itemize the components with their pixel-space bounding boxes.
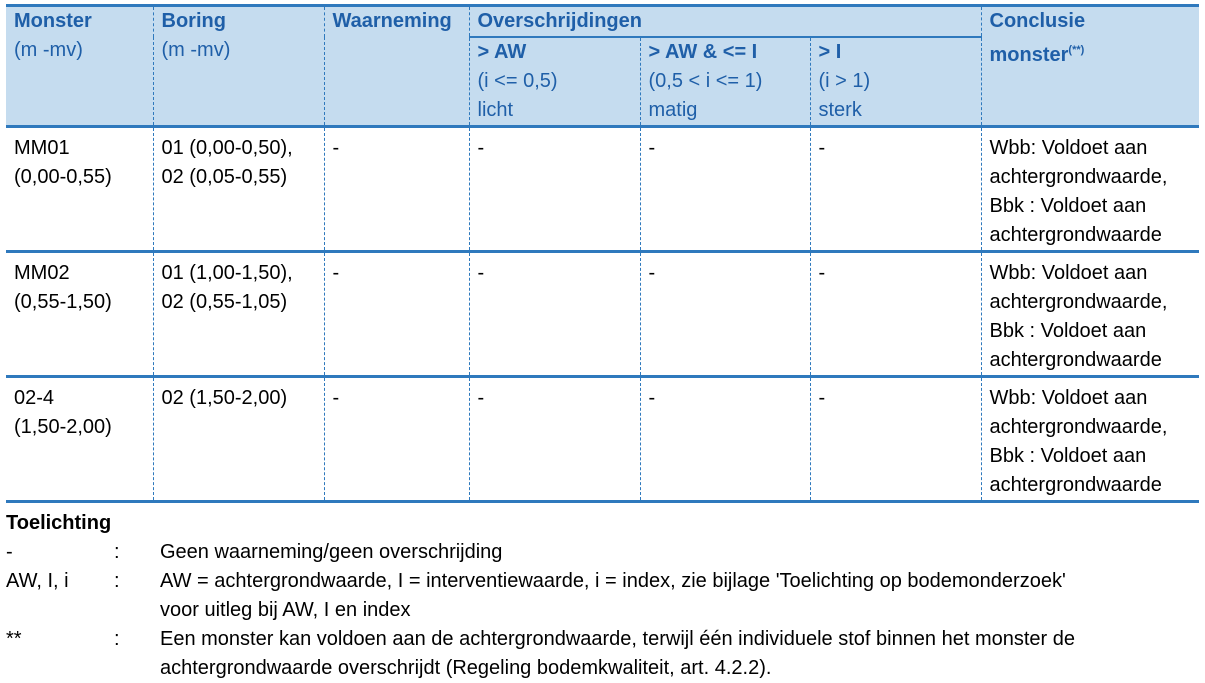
header-conclusie-label-2: monster xyxy=(989,44,1069,66)
cell-aw-i: - xyxy=(640,377,810,502)
note-text xyxy=(160,567,1199,625)
note-separator: : xyxy=(114,570,120,592)
cell-i: - xyxy=(810,127,981,252)
note-line: voor uitleg bij AW, I en index xyxy=(160,599,411,621)
header-sub-aw-i xyxy=(640,37,810,127)
footnote-marker: (**) xyxy=(1068,44,1085,56)
monster-id: MM01 xyxy=(14,137,70,159)
cell-waarneming: - xyxy=(324,252,469,377)
note-line: AW = achtergrondwaarde, I = interventiewaarde, i = index, zie bijlage 'Toelichting op bodemonderzoek' xyxy=(160,570,1066,592)
conclusie-line: achtergrondwaarde xyxy=(989,349,1162,371)
cell-waarneming: - xyxy=(324,377,469,502)
header-sub-aw-i-title: > AW & <= I xyxy=(648,41,758,63)
cell-waarneming: - xyxy=(324,127,469,252)
header-monster xyxy=(6,6,153,127)
conclusie-line: Bbk : Voldoet aan xyxy=(989,320,1147,342)
header-conclusie xyxy=(981,6,1199,127)
cell-conclusie xyxy=(981,252,1199,377)
results-table xyxy=(6,4,1199,503)
cell-boring xyxy=(153,127,324,252)
cell-monster xyxy=(6,252,153,377)
results-page xyxy=(6,4,1199,683)
table-header xyxy=(6,6,1199,127)
cell-conclusie xyxy=(981,377,1199,502)
boring-line-1: 01 (1,00-1,50), xyxy=(161,262,293,284)
table-row xyxy=(6,377,1199,502)
cell-monster xyxy=(6,377,153,502)
header-sub-aw-label: licht xyxy=(477,99,514,121)
header-sub-aw-i-label: matig xyxy=(648,99,698,121)
boring-line-1: 02 (1,50-2,00) xyxy=(161,387,288,409)
header-sub-i-label: sterk xyxy=(818,99,862,121)
conclusie-line: Wbb: Voldoet aan xyxy=(989,137,1148,159)
note-key: - xyxy=(6,541,13,563)
header-conclusie-label: Conclusie xyxy=(989,10,1086,32)
conclusie-line: Wbb: Voldoet aan xyxy=(989,262,1148,284)
conclusie-line: achtergrondwaarde xyxy=(989,474,1162,496)
note-separator: : xyxy=(114,628,120,650)
header-sub-i-title: > I xyxy=(818,41,842,63)
cell-aw: - xyxy=(469,127,640,252)
note-line: achtergrondwaarde overschrijdt (Regeling bodemkwaliteit, art. 4.2.2). xyxy=(160,657,772,679)
conclusie-line: achtergrondwaarde, xyxy=(989,416,1168,438)
note-line: Een monster kan voldoen aan de achtergrondwaarde, terwijl één individuele stof binnen het monster de xyxy=(160,628,1076,650)
note-line: Geen waarneming/geen overschrijding xyxy=(160,541,503,563)
monster-depth: (0,00-0,55) xyxy=(14,166,112,188)
note-item xyxy=(6,625,1199,683)
header-sub-aw xyxy=(469,37,640,127)
cell-aw: - xyxy=(469,252,640,377)
conclusie-line: Bbk : Voldoet aan xyxy=(989,195,1147,217)
header-boring-unit: (m -mv) xyxy=(161,39,231,61)
boring-line-2: 02 (0,05-0,55) xyxy=(161,166,288,188)
cell-i: - xyxy=(810,252,981,377)
header-boring xyxy=(153,6,324,127)
header-sub-aw-title: > AW xyxy=(477,41,527,63)
header-overschrijdingen xyxy=(469,6,981,38)
table-row xyxy=(6,252,1199,377)
note-key: AW, I, i xyxy=(6,570,69,592)
monster-depth: (1,50-2,00) xyxy=(14,416,112,438)
monster-id: 02-4 xyxy=(14,387,55,409)
note-item xyxy=(6,538,1199,567)
cell-monster xyxy=(6,127,153,252)
cell-boring xyxy=(153,377,324,502)
cell-aw-i: - xyxy=(640,127,810,252)
header-waarneming-label: Waarneming xyxy=(332,10,452,32)
boring-line-2: 02 (0,55-1,05) xyxy=(161,291,288,313)
conclusie-line: achtergrondwaarde, xyxy=(989,166,1168,188)
table-row xyxy=(6,127,1199,252)
monster-depth: (0,55-1,50) xyxy=(14,291,112,313)
header-waarneming xyxy=(324,6,469,127)
conclusie-line: achtergrondwaarde xyxy=(989,224,1162,246)
note-separator: : xyxy=(114,541,120,563)
note-key: ** xyxy=(6,628,22,650)
header-sub-i xyxy=(810,37,981,127)
cell-conclusie xyxy=(981,127,1199,252)
note-text xyxy=(160,625,1199,683)
boring-line-1: 01 (0,00-0,50), xyxy=(161,137,293,159)
header-sub-aw-i-range: (0,5 < i <= 1) xyxy=(648,70,763,92)
header-sub-i-range: (i > 1) xyxy=(818,70,871,92)
header-sub-aw-range: (i <= 0,5) xyxy=(477,70,558,92)
conclusie-line: Wbb: Voldoet aan xyxy=(989,387,1148,409)
cell-aw: - xyxy=(469,377,640,502)
note-text xyxy=(160,538,1199,567)
notes-title: Toelichting xyxy=(6,512,112,534)
header-boring-label: Boring xyxy=(161,10,226,32)
cell-boring xyxy=(153,252,324,377)
note-item xyxy=(6,567,1199,625)
conclusie-line: Bbk : Voldoet aan xyxy=(989,445,1147,467)
cell-i: - xyxy=(810,377,981,502)
monster-id: MM02 xyxy=(14,262,70,284)
header-overschrijdingen-label: Overschrijdingen xyxy=(477,10,642,32)
notes-section xyxy=(6,509,1199,683)
header-monster-unit: (m -mv) xyxy=(14,39,83,61)
conclusie-line: achtergrondwaarde, xyxy=(989,291,1168,313)
header-monster-label: Monster xyxy=(14,10,92,32)
table-body xyxy=(6,127,1199,502)
cell-aw-i: - xyxy=(640,252,810,377)
